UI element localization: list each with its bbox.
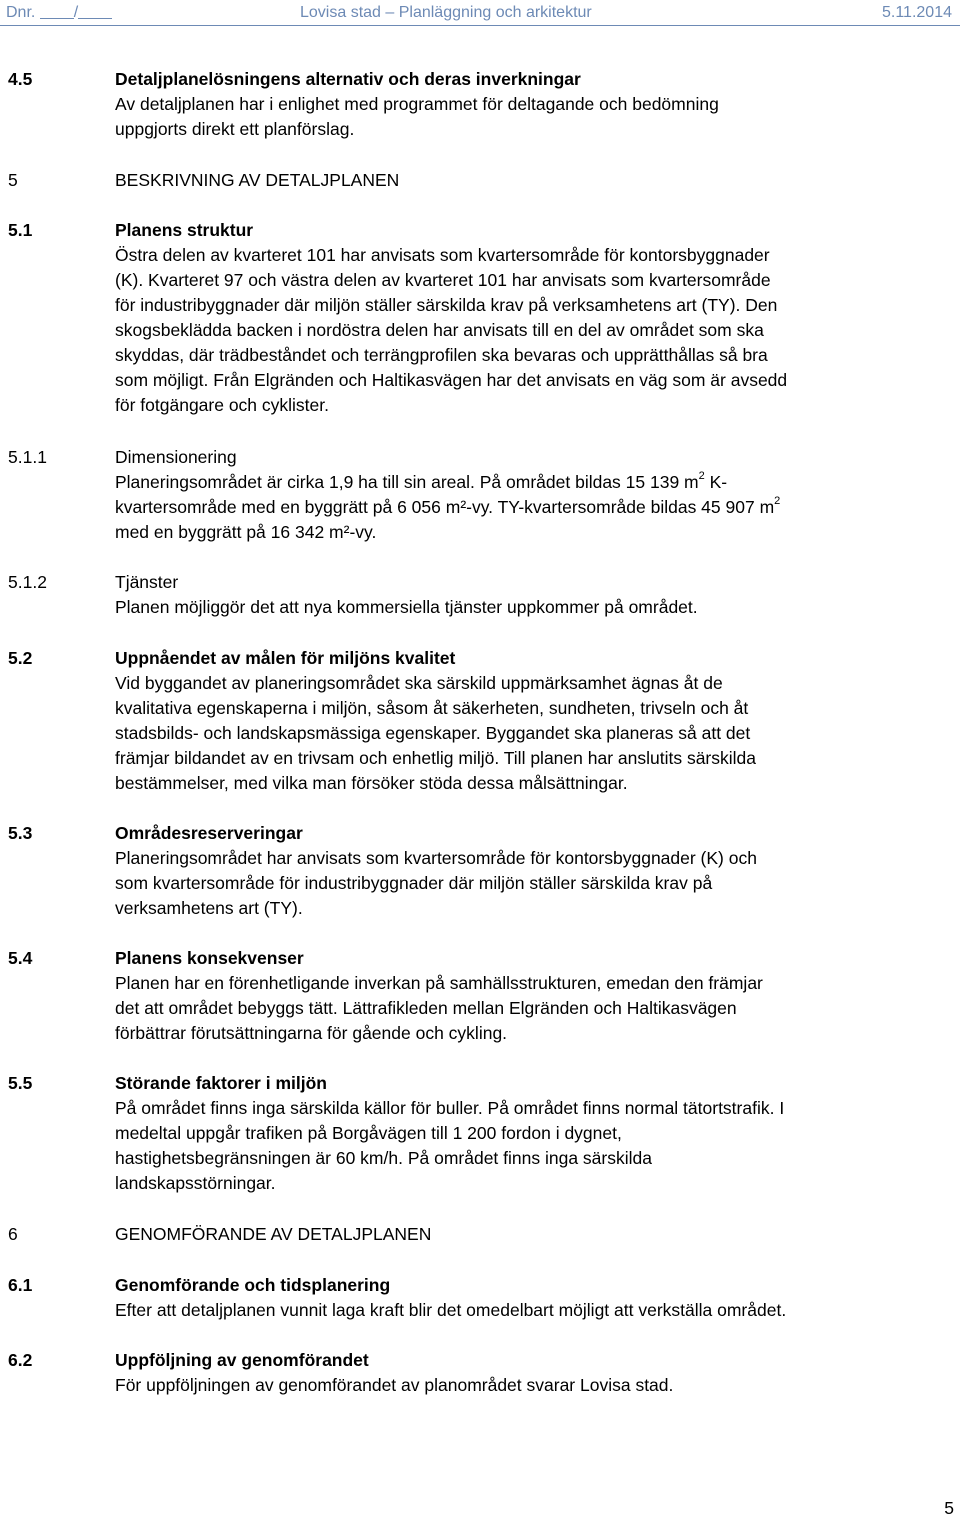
section-5-5 <box>8 1071 956 1096</box>
paragraph-line: som möjligt. Från Elgränden och Haltikasvägen har det anvisats en väg som är avsedd <box>115 370 788 390</box>
paragraph-line: Efter att detaljplanen vunnit laga kraft blir det omedelbart möjligt att verkställa området. <box>115 1300 787 1320</box>
paragraph-line: Av detaljplanen har i enlighet med programmet för deltagande och bedömning <box>115 94 719 114</box>
paragraph-line: landskapsstörningar. <box>115 1173 276 1193</box>
section-5-4-body <box>8 971 956 1046</box>
section-4-5-body <box>8 92 956 142</box>
section-number: 6.1 <box>8 1275 33 1295</box>
chapter-5-heading <box>8 168 956 193</box>
paragraph-line: skyddas, där trädbeståndet och terrängprofilen ska bevaras och upprätthållas så bra <box>115 345 768 365</box>
section-title: Tjänster <box>115 572 179 592</box>
section-5-3 <box>8 821 956 846</box>
section-title: Störande faktorer i miljön <box>115 1073 327 1093</box>
paragraph-line: Östra delen av kvarteret 101 har anvisats som kvartersområde för kontorsbyggnader <box>115 245 770 265</box>
section-title: Detaljplanelösningens alternativ och deras inverkningar <box>115 69 581 89</box>
paragraph-line: Planeringsområdet har anvisats som kvartersområde för kontorsbyggnader (K) och <box>115 848 757 868</box>
header-organization: Lovisa stad – Planläggning och arkitektur <box>300 4 592 21</box>
paragraph-line: stadsbilds- och landskapsmässiga egenskaper. Byggandet ska planeras så att det <box>115 723 751 743</box>
section-number: 5.2 <box>8 648 33 668</box>
section-5-4 <box>8 946 956 971</box>
section-title: Planens konsekvenser <box>115 948 304 968</box>
section-5-3-body <box>8 846 956 921</box>
section-title: Genomförande och tidsplanering <box>115 1275 391 1295</box>
section-4-5 <box>8 67 956 92</box>
paragraph-line: bestämmelser, med vilka man försöker stöda dessa målsättningar. <box>115 773 628 793</box>
chapter-number: 6 <box>8 1224 18 1244</box>
section-6-1 <box>8 1273 956 1298</box>
paragraph-line: (K). Kvarteret 97 och västra delen av kvarteret 101 har anvisats som kvartersområde <box>115 270 771 290</box>
section-number: 5.3 <box>8 823 33 843</box>
chapter-title: BESKRIVNING AV DETALJPLANEN <box>115 170 400 190</box>
paragraph-line: främjar bildandet av en trivsam och enhetlig miljö. Till planen har anslutits särskilda <box>115 748 756 768</box>
section-number: 6.2 <box>8 1350 33 1370</box>
paragraph-line: verksamhetens art (TY). <box>115 898 303 918</box>
section-5-1 <box>8 218 956 243</box>
paragraph-line: hastighetsbegränsningen är 60 km/h. På området finns inga särskilda <box>115 1148 652 1168</box>
section-number: 4.5 <box>8 69 33 89</box>
section-5-1-body <box>8 243 956 418</box>
section-5-1-2 <box>8 570 956 620</box>
section-title: Områdesreserveringar <box>115 823 303 843</box>
section-5-1-1 <box>8 445 956 545</box>
paragraph-line: med en byggrätt på 16 342 m²-vy. <box>115 522 377 542</box>
header-date: 5.11.2014 <box>882 4 952 21</box>
page-number: 5 <box>944 1498 954 1518</box>
paragraph-line: för industribyggnader där miljön ställer särskilda krav på verksamhetens art (TY). Den <box>115 295 778 315</box>
dnr-label: Dnr. / <box>6 3 112 23</box>
section-6-1-body <box>8 1298 956 1323</box>
paragraph-line: medeltal uppgår trafiken på Borgåvägen till 1 200 fordon i dygnet, <box>115 1123 622 1143</box>
paragraph-line: uppgjorts direkt ett planförslag. <box>115 119 355 139</box>
paragraph-line: det att området bebyggs tätt. Lättrafikleden mellan Elgränden och Haltikasvägen <box>115 998 737 1018</box>
section-number: 5.5 <box>8 1073 33 1093</box>
paragraph-line: kvalitativa egenskaperna i miljön, såsom åt säkerheten, sundheten, trivseln och åt <box>115 698 749 718</box>
chapter-number: 5 <box>8 170 18 190</box>
chapter-6-heading <box>8 1222 956 1247</box>
paragraph-line: förbättrar förutsättningarna för gående och cykling. <box>115 1023 508 1043</box>
section-title: Uppföljning av genomförandet <box>115 1350 369 1370</box>
paragraph-line: För uppföljningen av genomförandet av planområdet svarar Lovisa stad. <box>115 1375 674 1395</box>
section-title: Planens struktur <box>115 220 254 240</box>
section-title: Uppnåendet av målen för miljöns kvalitet <box>115 648 456 668</box>
section-6-2-body <box>8 1373 956 1398</box>
paragraph-line: för fotgängare och cyklister. <box>115 395 329 415</box>
section-5-2 <box>8 646 956 671</box>
section-number: 5.4 <box>8 948 33 968</box>
section-5-5-body <box>8 1096 956 1196</box>
paragraph-line: På området finns inga särskilda källor för buller. På området finns normal tätortstrafik. I <box>115 1098 785 1118</box>
header-rule <box>0 25 960 26</box>
section-number: 5.1 <box>8 220 33 240</box>
section-6-2 <box>8 1348 956 1373</box>
paragraph-line: Planen möjliggör det att nya kommersiella tjänster uppkommer på området. <box>115 597 698 617</box>
chapter-title: GENOMFÖRANDE AV DETALJPLANEN <box>115 1224 432 1244</box>
paragraph-line: Planeringsområdet är cirka 1,9 ha till sin areal. På området bildas 15 139 $m^2$ K- <box>115 470 728 492</box>
section-number: 5.1.1 <box>8 447 47 467</box>
paragraph-line: Planen har en förenhetligande inverkan på samhällsstrukturen, emedan den främjar <box>115 973 763 993</box>
section-5-2-body <box>8 671 956 796</box>
paragraph-line: kvartersområde med en byggrätt på 6 056 m²-vy. TY-kvartersområde bildas 45 907 $m^2$ <box>115 495 781 517</box>
section-title: Dimensionering <box>115 447 237 467</box>
page-header <box>6 3 952 23</box>
paragraph-line: som kvartersområde för industribyggnader där miljön ställer särskilda krav på <box>115 873 713 893</box>
section-number: 5.1.2 <box>8 572 47 592</box>
paragraph-line: Vid byggandet av planeringsområdet ska särskild uppmärksamhet ägnas åt de <box>115 673 723 693</box>
paragraph-line: skogsbeklädda backen i nordöstra delen har anvisats till en del av området som ska <box>115 320 764 340</box>
